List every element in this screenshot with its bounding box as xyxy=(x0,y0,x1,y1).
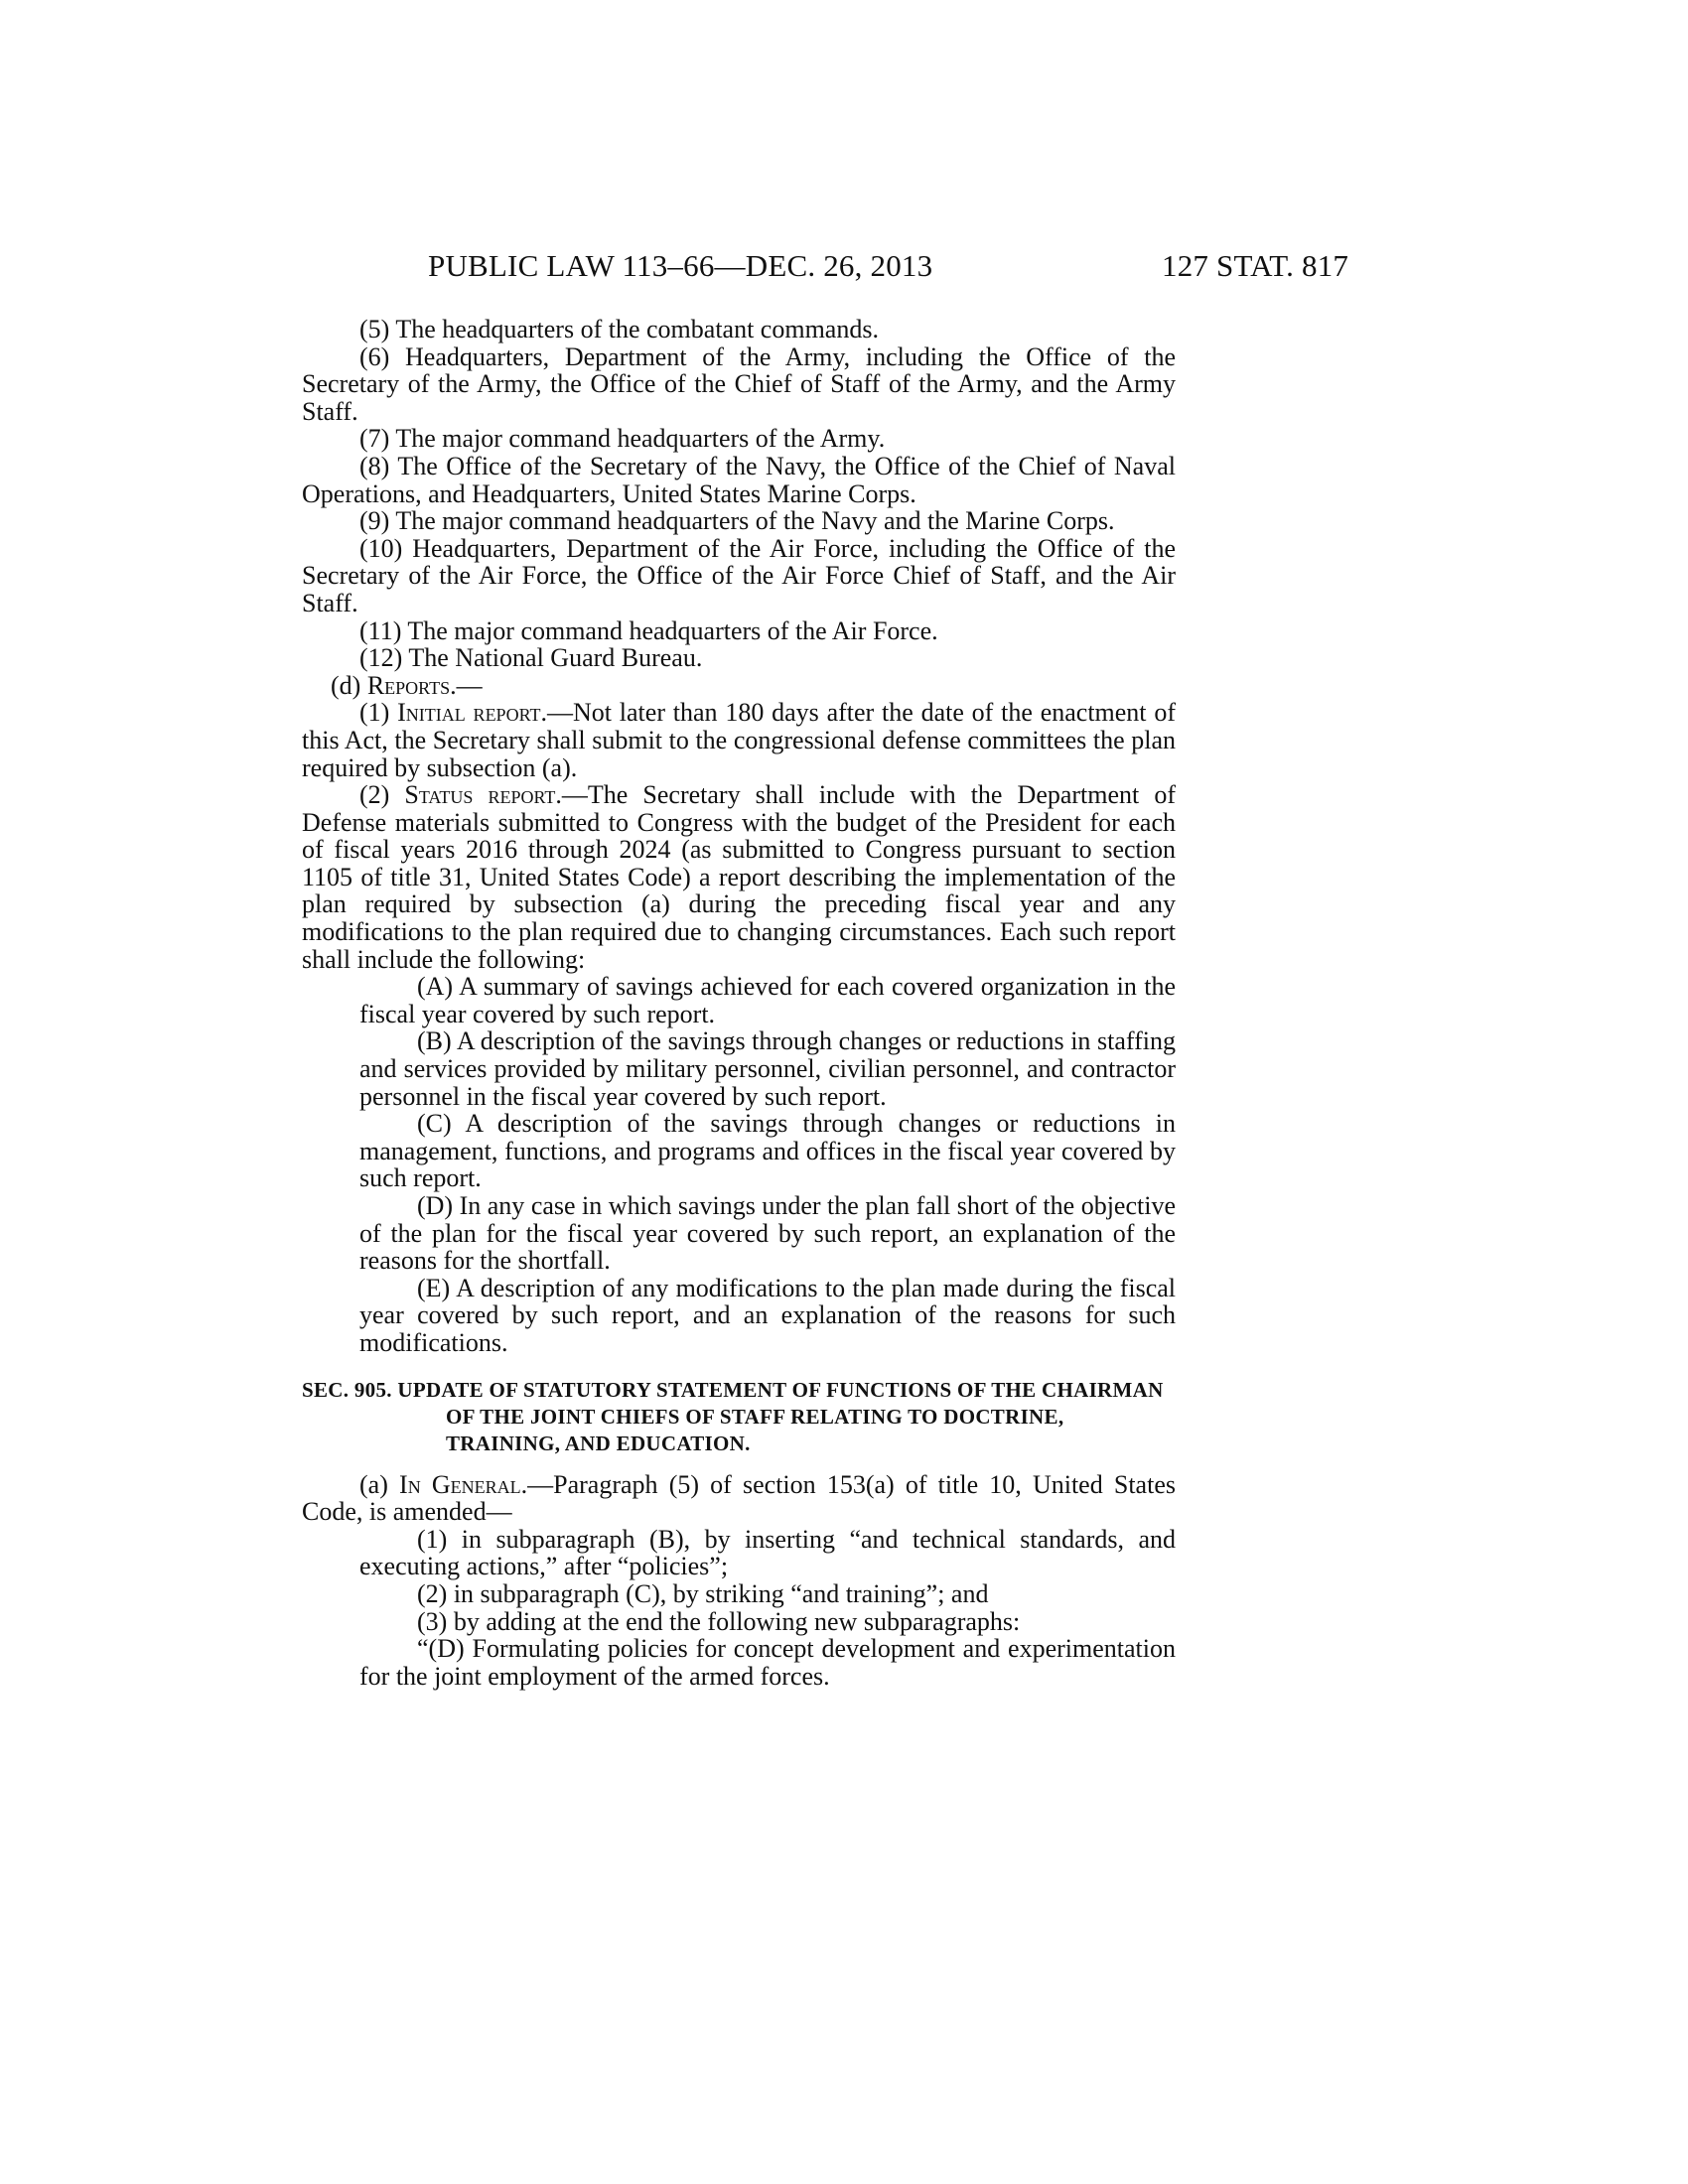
subparagraph-d: (D) In any case in which savings under the plan fall short of the objective of the plan for the fiscal year covered by such report, an explanation of the reasons for the shortfall. xyxy=(359,1191,1176,1276)
subsection-heading-reports xyxy=(302,672,1176,700)
document-body xyxy=(302,316,1176,1690)
running-header-title: PUBLIC LAW 113–66—DEC. 26, 2013 xyxy=(428,248,933,283)
subsection-label: Reports xyxy=(366,670,451,700)
list-item: (5) The headquarters of the combatant commands. xyxy=(359,315,879,343)
page-number: 127 STAT. 817 xyxy=(1162,248,1349,283)
list-item: (8) The Office of the Secretary of the Navy, the Office of the Chief of Naval Operations, and Headquarters, United States Marine Corps. xyxy=(302,451,1176,508)
subsection-label: In General xyxy=(399,1469,521,1499)
amendment-item: (1) in subparagraph (B), by inserting “and technical standards, and executing actions,” after “policies”; xyxy=(359,1524,1176,1581)
list-item: (12) The National Guard Bureau. xyxy=(359,643,703,673)
amendment-item: (3) by adding at the end the following new subparagraphs: xyxy=(417,1606,1021,1636)
paragraph-text: .—The Secretary shall include with the Department of Defense materials submitted to Congress with the budget of the President for each of fiscal years 2016 through 2024 (as submitted to Congress pursuant to section 1105 of title 31, United States Code) a report describing the implementation of the plan required by subsection (a) during the preceding fiscal year and any modifications to the plan required due to changing circumstances. Each such report shall include the following: xyxy=(302,780,1176,974)
paragraph-status-report xyxy=(302,781,1176,973)
subparagraph-e: (E) A description of any modifications to the plan made during the fiscal year covered by such report, and an explanation of the reasons for such modifications. xyxy=(359,1273,1176,1357)
list-item: (10) Headquarters, Department of the Air Force, including the Office of the Secretary of the Air Force, the Office of the Air Force Chief of Staff, and the Air Staff. xyxy=(302,533,1176,617)
subparagraph-b: (B) A description of the savings through changes or reductions in staffing and services provided by military personnel, civilian personnel, and contractor personnel in the fiscal year covered by such report. xyxy=(359,1026,1176,1111)
subparagraph-a: (A) A summary of savings achieved for each covered organization in the fiscal year covered by such report. xyxy=(359,972,1176,1028)
subparagraph-c: (C) A description of the savings through changes or reductions in management, functions, and programs and offices in the fiscal year covered by such report. xyxy=(359,1109,1176,1193)
section-heading xyxy=(302,1377,1176,1457)
paragraph-prefix: (2) xyxy=(359,780,405,810)
amendment-item: (2) in subparagraph (C), by striking “and training”; and xyxy=(417,1578,989,1608)
subsection-suffix: .— xyxy=(450,670,483,700)
paragraph-text: .—Not later than 180 days after the date of the enactment of this Act, the Secretary shall submit to the congressional defense committees the plan required by subsection (a). xyxy=(302,698,1176,782)
section-title: UPDATE OF STATUTORY STATEMENT OF FUNCTIONS OF THE CHAIRMAN OF THE JOINT CHIEFS OF STAFF RELATING TO DOCTRINE, TRAINING, AND EDUCATION. xyxy=(397,1377,1164,1455)
list-item: (7) The major command headquarters of the Army. xyxy=(359,424,886,454)
list-item: (6) Headquarters, Department of the Army, including the Office of the Secretary of the Army, the Office of the Chief of Staff of the Army, and the Army Staff. xyxy=(302,341,1176,426)
list-item: (9) The major command headquarters of the Navy and the Marine Corps. xyxy=(359,506,1115,536)
quoted-subparagraph-d: “(D) Formulating policies for concept development and experimentation for the joint employment of the armed forces. xyxy=(359,1634,1176,1691)
paragraph-label: Initial report xyxy=(397,698,541,728)
paragraph-label: Status report xyxy=(404,780,556,810)
section-label: SEC. 905. xyxy=(302,1377,392,1402)
subsection-prefix: (a) xyxy=(359,1469,400,1499)
subsection-prefix: (d) xyxy=(331,670,367,700)
list-item: (11) The major command headquarters of the Air Force. xyxy=(359,615,938,645)
subsection-in-general xyxy=(302,1471,1176,1526)
paragraph-prefix: (1) xyxy=(359,698,398,728)
subsection-text: .—Paragraph (5) of section 153(a) of title 10, United States Code, is amended— xyxy=(302,1469,1176,1527)
paragraph-initial-report xyxy=(302,699,1176,781)
